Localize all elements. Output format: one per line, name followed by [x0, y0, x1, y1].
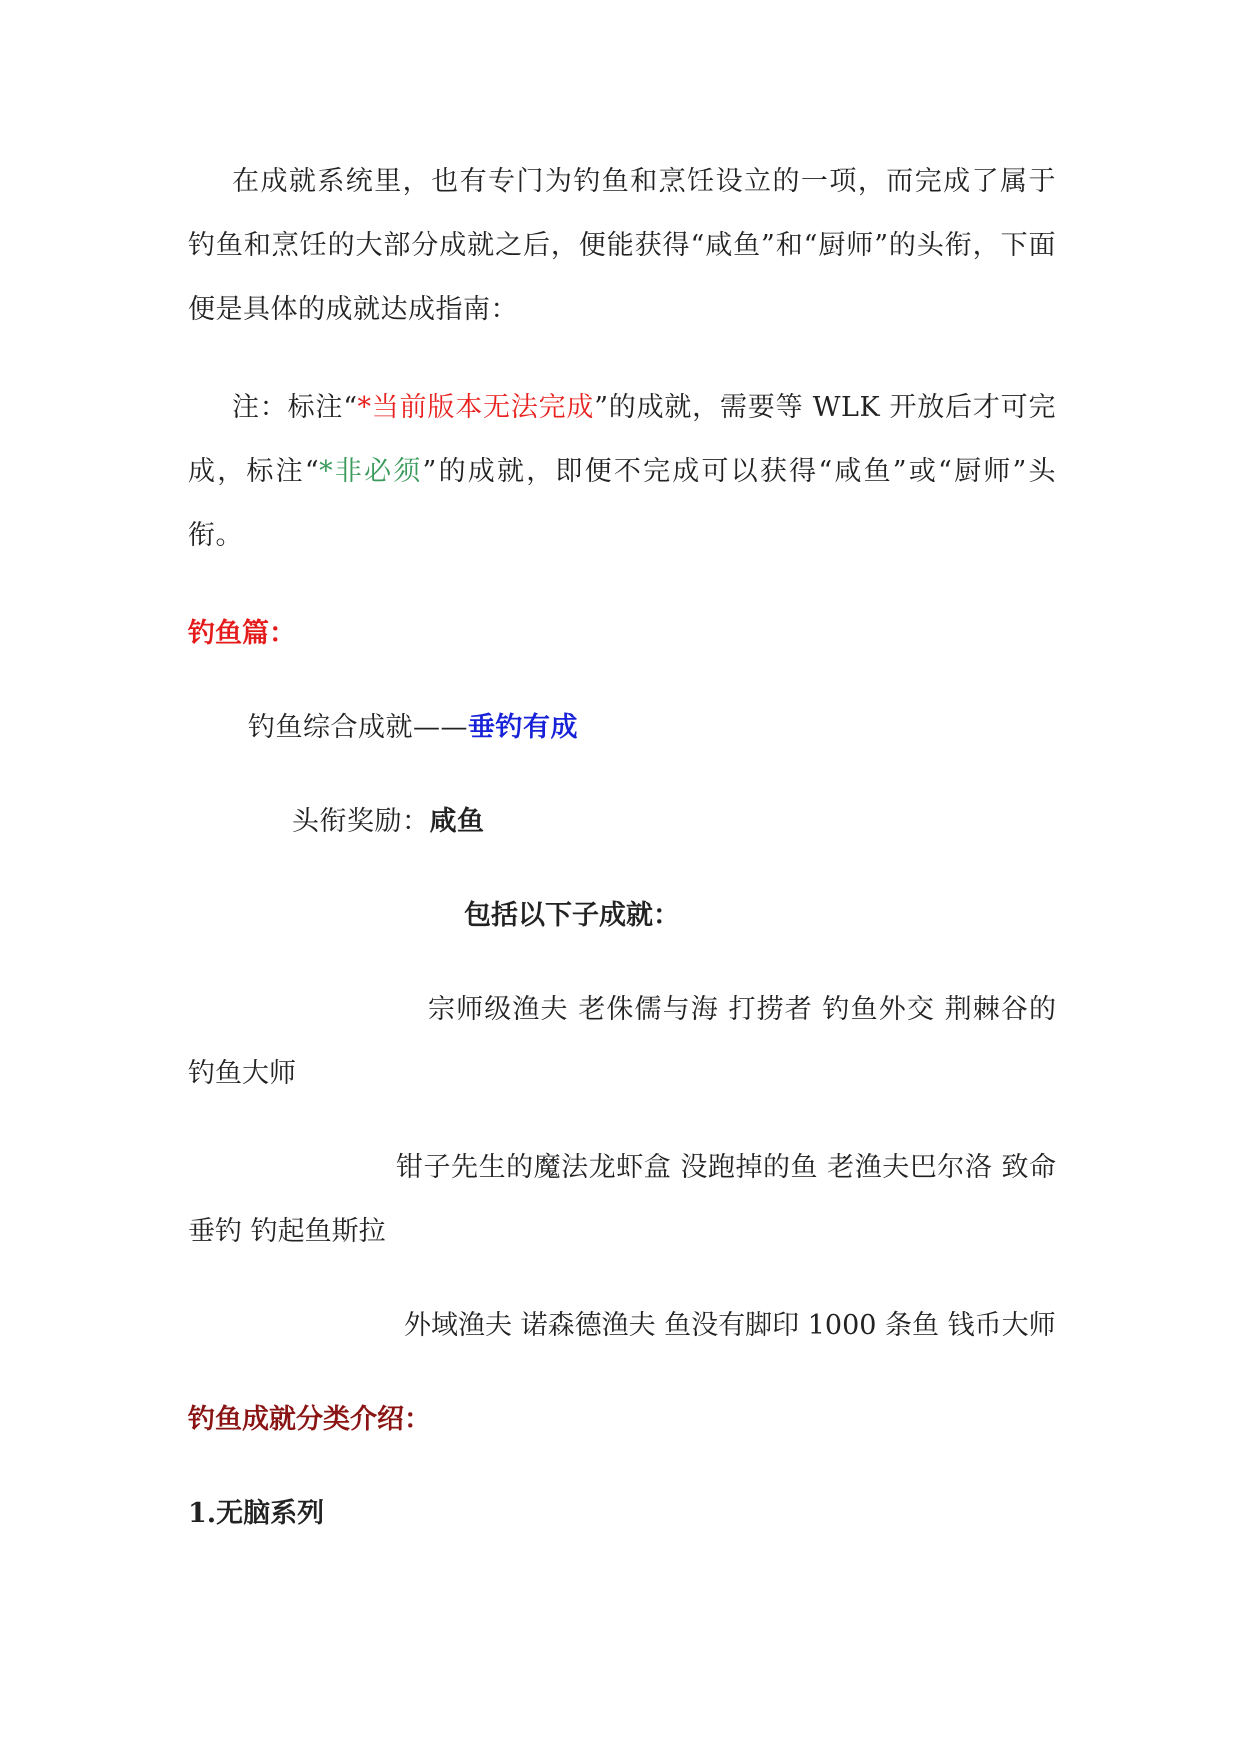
- category-heading: 钓鱼成就分类介绍：: [188, 1404, 431, 1435]
- note-paragraph: [188, 376, 1056, 568]
- combined-achievement-name: 垂钓有成: [468, 712, 578, 743]
- combined-label: 钓鱼综合成就——: [248, 712, 468, 743]
- title-reward-line: [188, 790, 1056, 854]
- intro-paragraph: 在成就系统里，也有专门为钓鱼和烹饪设立的一项，而完成了属于钓鱼和烹饪的大部分成就之后，便能获得“咸鱼”和“厨师”的头衔，下面便是具体的成就达成指南：: [188, 166, 1056, 325]
- sub-achievement-line-1: 宗师级渔夫 老侏儒与海 打捞者 钓鱼外交 荆棘谷的钓鱼大师: [188, 994, 1056, 1089]
- category-item-1: 1.无脑系列: [188, 1498, 325, 1529]
- title-reward-value: 咸鱼: [429, 806, 485, 837]
- includes-heading: 包括以下子成就：: [464, 900, 680, 931]
- fishing-heading: 钓鱼篇：: [188, 618, 296, 649]
- note-red-mark: *当前版本无法完成: [357, 392, 595, 423]
- note-green-mark: *非必须: [319, 456, 423, 487]
- sub-achievement-line-3: 外域渔夫 诺森德渔夫 鱼没有脚印 1000 条鱼 钱币大师: [404, 1310, 1056, 1341]
- title-reward-label: 头衔奖励：: [292, 806, 430, 837]
- note-middle: ”的成就，需要等 WLK 开放后才可完成，标注“: [188, 392, 1056, 487]
- note-suffix: ”的成就，即便不完成可以获得“咸鱼”或“厨师”头衔。: [188, 456, 1057, 551]
- sub-achievement-line-2: 钳子先生的魔法龙虾盒 没跑掉的鱼 老渔夫巴尔洛 致命垂钓 钓起鱼斯拉: [188, 1152, 1056, 1247]
- note-prefix: 注：标注“: [232, 392, 358, 423]
- combined-achievement-line: [188, 696, 1056, 760]
- document-page: [188, 150, 1056, 1546]
